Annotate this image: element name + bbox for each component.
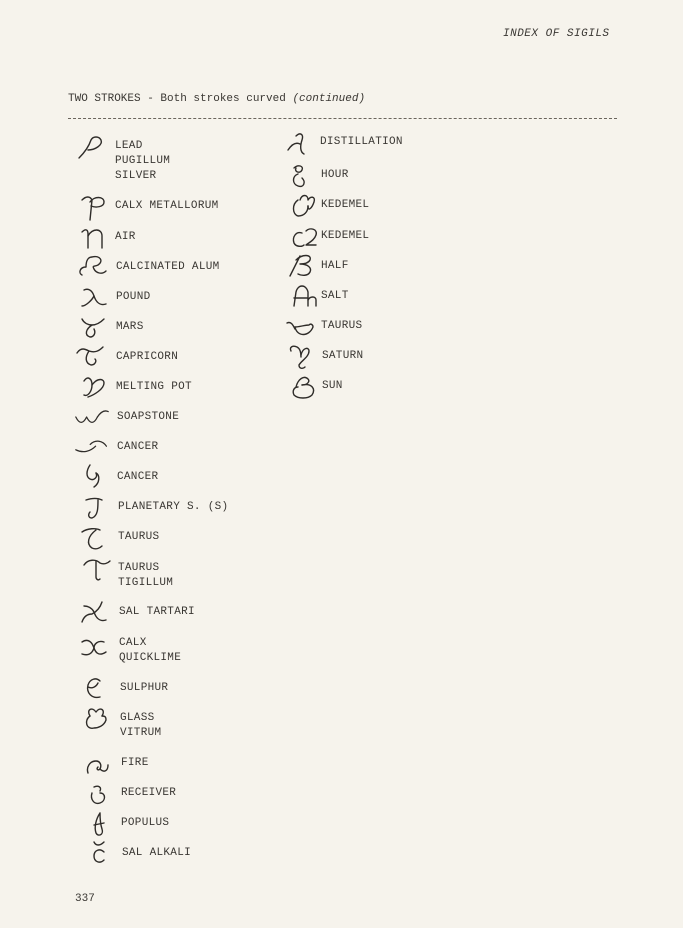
taurus-tigillum-sigil — [80, 555, 116, 583]
entry-label: GLASS — [120, 712, 155, 724]
populus-sigil — [86, 811, 122, 839]
section-title: TWO STROKES - Both strokes curved — [68, 93, 286, 105]
page-number: 337 — [75, 893, 95, 905]
melting-pot-sigil — [78, 373, 114, 401]
mars-sigil — [78, 313, 114, 341]
entry-label: SATURN — [322, 350, 364, 362]
section-heading — [68, 93, 365, 105]
entry-label: TAURUS — [118, 562, 160, 574]
cancer-sigil — [74, 434, 110, 462]
entry-label: CAPRICORN — [116, 351, 179, 363]
sulphur-sigil — [82, 675, 118, 703]
hour-sigil — [288, 162, 324, 190]
entry-label: SULPHUR — [120, 682, 169, 694]
taurus-right-sigil — [285, 313, 321, 341]
entry-label: HALF — [321, 260, 349, 272]
entry-label: TAURUS — [118, 531, 160, 543]
entry-label: AIR — [115, 231, 136, 243]
entry-label: DISTILLATION — [320, 136, 403, 148]
entry-label: CANCER — [117, 471, 159, 483]
entry-label: HOUR — [321, 169, 349, 181]
distillation-sigil — [284, 130, 320, 158]
entry-label: POUND — [116, 291, 151, 303]
entry-label: KEDEMEL — [321, 230, 370, 242]
entry-label: KEDEMEL — [321, 199, 370, 211]
entry-label: SAL TARTARI — [119, 606, 195, 618]
entry-label: SALT — [321, 290, 349, 302]
fire-sigil — [84, 753, 120, 781]
entry-label: TAURUS — [321, 320, 363, 332]
receiver-sigil — [86, 781, 122, 809]
planetary-s-sigil — [80, 494, 116, 522]
header-rule — [68, 118, 617, 119]
entry-label: QUICKLIME — [119, 652, 182, 664]
entry-label: CANCER — [117, 441, 159, 453]
kedemel-sigil — [288, 192, 324, 220]
entry-label: SILVER — [115, 170, 157, 182]
taurus-sigil — [78, 524, 114, 552]
saturn-sigil — [287, 343, 323, 371]
entry-label: VITRUM — [120, 727, 162, 739]
cancer-alt-sigil — [80, 461, 116, 489]
entry-label: POPULUS — [121, 817, 170, 829]
kedemel-alt-sigil — [288, 223, 324, 251]
entry-label: RECEIVER — [121, 787, 177, 799]
calx-quicklime-sigil — [78, 634, 114, 662]
entry-label: CALCINATED ALUM — [116, 261, 220, 273]
entry-label: SOAPSTONE — [117, 411, 180, 423]
lead-sigil — [75, 134, 111, 162]
entry-label: CALX — [119, 637, 147, 649]
glass-vitrum-sigil — [82, 706, 118, 734]
air-sigil — [78, 224, 114, 252]
entry-label: SAL ALKALI — [122, 847, 192, 859]
soapstone-sigil — [74, 403, 110, 431]
running-head: INDEX OF SIGILS — [503, 28, 610, 40]
entry-label: FIRE — [121, 757, 149, 769]
entry-label: PLANETARY S. (S) — [118, 501, 229, 513]
pound-sigil — [78, 284, 114, 312]
sal-tartari-sigil — [78, 598, 114, 626]
sal-alkali-sigil — [86, 840, 122, 868]
entry-label: SUN — [322, 380, 343, 392]
section-continued: (continued) — [292, 93, 366, 105]
entry-label: CALX METALLORUM — [115, 200, 219, 212]
calx-metallorum-sigil — [78, 194, 114, 222]
entry-label: MARS — [116, 321, 144, 333]
entry-label: MELTING POT — [116, 381, 192, 393]
entry-label: TIGILLUM — [118, 577, 174, 589]
half-sigil — [286, 252, 322, 280]
calcinated-alum-sigil — [76, 253, 112, 281]
entry-label: LEAD — [115, 140, 143, 152]
sun-sigil — [288, 373, 324, 401]
entry-label: PUGILLUM — [115, 155, 171, 167]
capricorn-sigil — [75, 343, 111, 371]
